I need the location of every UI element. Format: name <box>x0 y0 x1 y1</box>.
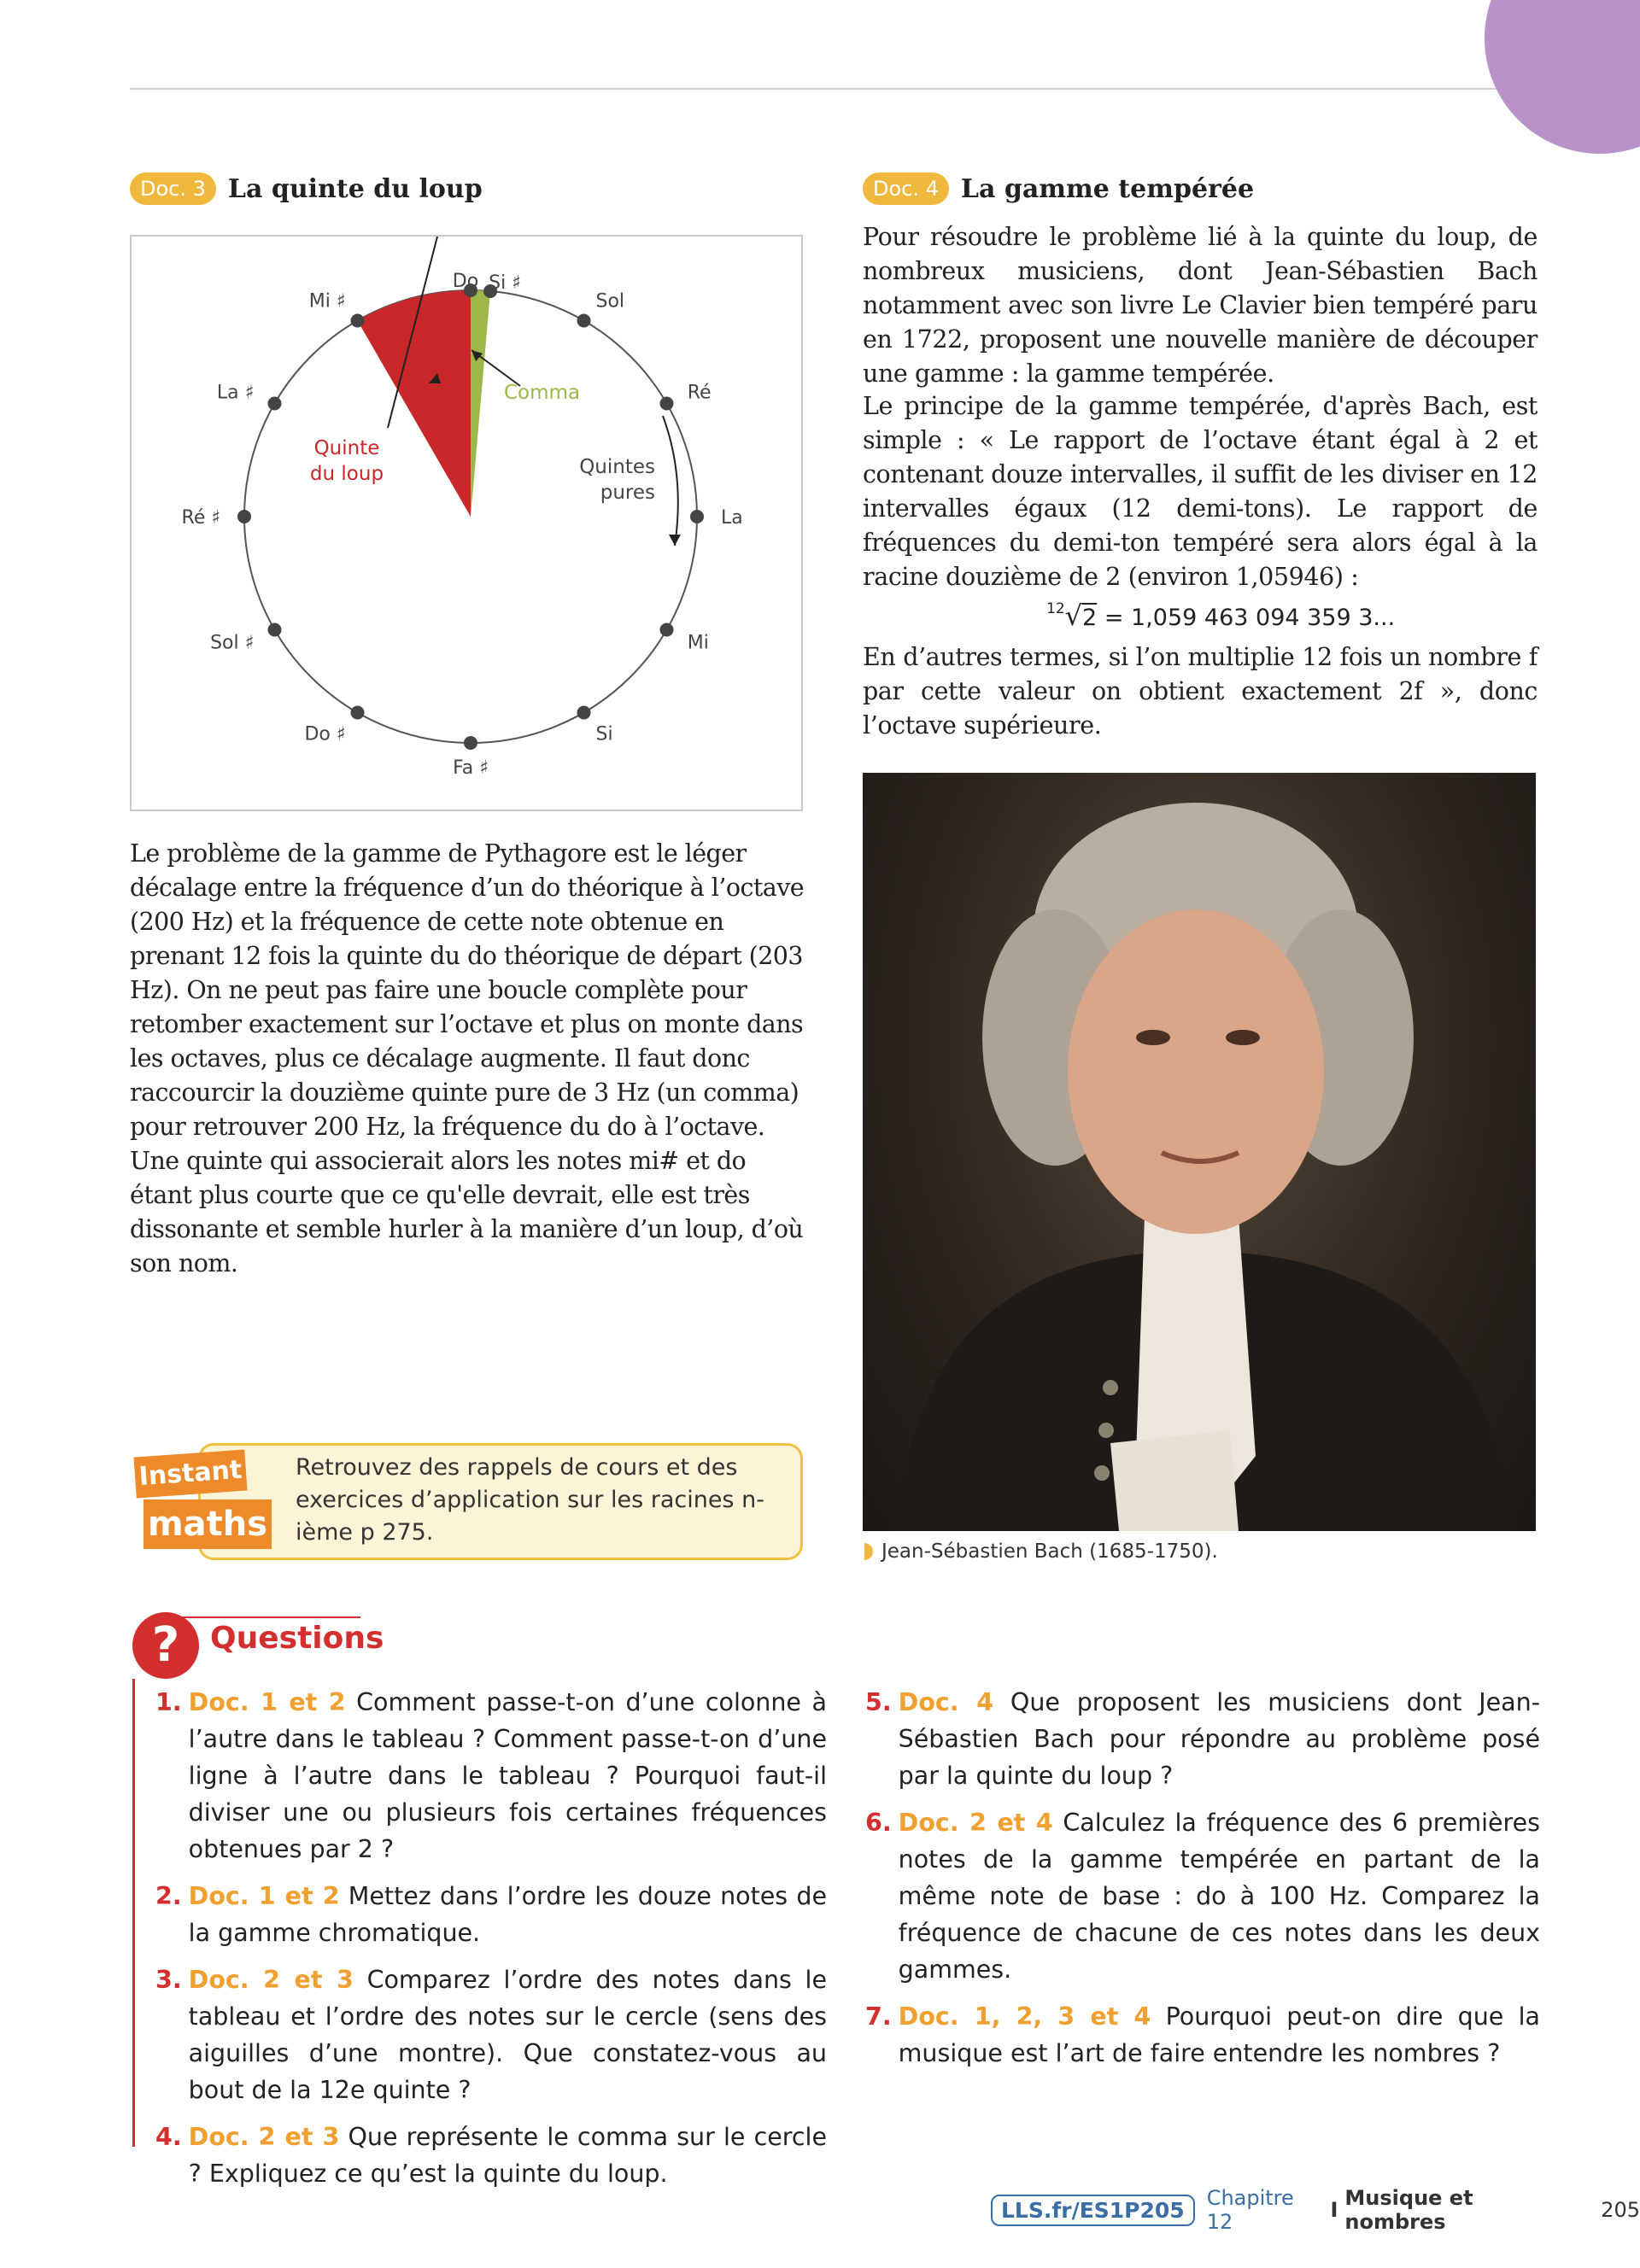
root-result: = 1,059 463 094 359 3... <box>1104 605 1396 631</box>
question-text: Pourquoi peut-on dire que la musique est l’art de faire entendre les nombres ? <box>898 2002 1541 2067</box>
circle-of-fifths-figure <box>130 235 803 811</box>
footer-link[interactable]: LLS.fr/ES1P205 <box>991 2195 1195 2226</box>
doc3-badge: Doc. 3 <box>130 172 216 205</box>
root-index: 12 <box>1046 600 1065 617</box>
footer-chapter: Chapitre 12 <box>1206 2186 1294 2234</box>
note-label: Fa ♯ <box>453 757 489 779</box>
question-body <box>189 2119 827 2192</box>
question-item <box>155 2119 827 2192</box>
caption-marker <box>864 1543 873 1560</box>
question-ref: Doc. 2 et 3 <box>188 2123 340 2151</box>
pure-fifths-label-line2: pures <box>600 482 655 504</box>
note-dot <box>268 623 282 637</box>
note-label: Si ♯ <box>489 272 521 294</box>
questions-column-left <box>155 1684 827 2202</box>
question-item <box>155 1878 827 1951</box>
corner-decoration <box>1485 0 1640 154</box>
note-dot <box>351 705 365 719</box>
question-number: 3. <box>155 1966 182 1994</box>
twelfth-root-formula <box>1046 599 1395 632</box>
caption-text: Jean-Sébastien Bach (1685-1750). <box>882 1540 1218 1563</box>
right-eye <box>1226 1030 1260 1045</box>
bach-portrait <box>863 773 1536 1531</box>
doc4-paragraph-3: En d’autres termes, si l’on multiplie 12 fois un nombre f par cette valeur on obtient exactement 2f », donc l’octave supérieure. <box>863 643 1538 739</box>
question-item <box>155 1961 827 2108</box>
question-text: Comment passe-t-on d’une colonne à l’autre dans le tableau ? Comment passe-t-on d’une ligne à l’autre dans le tableau ? Pourquoi faut-il diviser une ou plusieurs fois certaines fréquences obtenues par 2 ? <box>188 1688 827 1863</box>
footer-separator: I <box>1330 2198 1338 2222</box>
question-ref: Doc. 2 et 3 <box>188 1966 354 1994</box>
questions-rule-vertical <box>132 1679 135 2147</box>
note-label: Ré ♯ <box>181 507 220 529</box>
question-text: Que proposent les musiciens dont Jean-Sébastien Bach pour répondre au problème posé par la quinte du loup ? <box>898 1688 1540 1790</box>
doc3-title: La quinte du loup <box>227 173 483 204</box>
questions-rule-horizontal <box>162 1616 360 1618</box>
top-rule <box>130 88 1496 90</box>
question-number: 1. <box>155 1688 182 1716</box>
portrait-caption <box>864 1540 1218 1563</box>
note-label: Do ♯ <box>304 723 346 745</box>
question-text: Calculez la fréquence des 6 premières notes de la gamme tempérée en partant de la même note de base : do à 100 Hz. Comparez la fréquence de chacune de ces notes dans les deux gammes. <box>898 1809 1541 1984</box>
question-body <box>189 1684 827 1868</box>
question-body <box>899 1684 1540 1794</box>
question-text: Que représente le comma sur le cercle ? Expliquez ce qu’est la quinte du loup. <box>188 2123 828 2188</box>
note-label: Mi ♯ <box>308 290 346 313</box>
root-base: 2 <box>1082 605 1098 631</box>
note-label: Si <box>595 723 613 745</box>
question-body <box>189 1878 827 1951</box>
face <box>1068 909 1324 1234</box>
note-dot <box>237 510 251 523</box>
question-ref: Doc. 1 et 2 <box>188 1882 340 1910</box>
note-dot <box>690 510 704 523</box>
music-sheet <box>1110 1430 1239 1531</box>
question-text: Mettez dans l’ordre les douze notes de la gamme chromatique. <box>188 1882 827 1947</box>
question-ref: Doc. 1 et 2 <box>188 1688 346 1716</box>
note-dot <box>464 736 477 750</box>
doc4-paragraph-2: Le principe de la gamme tempérée, d'après Bach, est simple : « Le rapport de l’octave étant égal à 2 et contenant douze intervalles, il suffit de les diviser en 12 intervalles égaux (12 demi-tons). Le rapport de fréquences du demi-ton tempéré sera alors égal à la racine douzième de 2 (environ 1,05946) : <box>863 392 1538 591</box>
radical-sign: √ <box>1064 599 1083 632</box>
note-label: Do <box>452 271 479 292</box>
question-number: 6. <box>865 1809 892 1837</box>
doc4-badge: Doc. 4 <box>863 172 949 205</box>
question-text: Comparez l’ordre des notes dans le tableau et l’ordre des notes sur le cercle (sens des aiguilles d’une montre). Que constatez-vous au bout de la 12e quinte ? <box>188 1966 827 2104</box>
question-item <box>155 1684 827 1868</box>
comma-sector <box>471 290 490 517</box>
bach-portrait-drawing <box>863 773 1536 1531</box>
page-footer <box>991 2186 1640 2234</box>
question-number: 2. <box>155 1882 182 1910</box>
instant-maths-logo-word1: Instant <box>133 1450 247 1499</box>
note-dot <box>577 705 591 719</box>
question-number: 7. <box>865 2002 892 2031</box>
question-body <box>899 1998 1540 2072</box>
question-item <box>865 1804 1540 1988</box>
note-label: Mi <box>687 632 709 654</box>
doc4-paragraph-1: Pour résoudre le problème lié à la quinte du loup, de nombreux musiciens, dont Jean-Sébastien Bach notamment avec son livre Le Clavier bien tempéré paru en 1722, proposent une nouvelle manière de découper une gamme : la gamme tempérée. <box>863 223 1538 388</box>
question-number: 4. <box>155 2123 182 2151</box>
question-mark-icon: ? <box>132 1612 199 1679</box>
instant-maths-text[interactable]: Retrouvez des rappels de cours et des exercices d’application sur les racines n-ième p 275. <box>296 1454 764 1546</box>
coat-button <box>1098 1423 1114 1438</box>
questions-column-right <box>865 1684 1540 2082</box>
note-label: La <box>721 507 743 529</box>
note-dot <box>659 623 673 637</box>
page-number: 205 <box>1601 2198 1640 2222</box>
coat-button <box>1103 1380 1118 1395</box>
questions-title: Questions <box>210 1621 384 1656</box>
wolf-label-line2: du loup <box>309 463 384 485</box>
circle-of-fifths <box>132 237 805 813</box>
question-item <box>865 1684 1540 1794</box>
coat-button <box>1094 1465 1110 1481</box>
note-dot <box>351 314 365 328</box>
question-ref: Doc. 4 <box>898 1688 994 1716</box>
note-label: Sol ♯ <box>210 632 255 654</box>
question-item <box>865 1998 1540 2072</box>
pure-fifths-arrow-head <box>669 535 681 546</box>
question-body <box>189 1961 827 2108</box>
pure-fifths-arrow-line <box>663 416 678 546</box>
doc3-header <box>130 171 483 207</box>
note-dot <box>659 397 673 411</box>
left-eye <box>1136 1030 1170 1045</box>
question-body <box>899 1804 1540 1988</box>
note-dot <box>268 397 282 411</box>
pure-fifths-label-line1: Quintes <box>579 456 655 478</box>
note-label: La ♯ <box>216 382 255 404</box>
note-label: Sol <box>595 290 625 313</box>
question-ref: Doc. 2 et 4 <box>898 1809 1053 1837</box>
question-number: 5. <box>865 1688 892 1716</box>
doc3-paragraph: Le problème de la gamme de Pythagore est le léger décalage entre la fréquence d’un do théorique à l’octave (200 Hz) et la fréquence de cette note obtenue en prenant 12 fois la quinte du do théorique de départ (203 Hz). On ne peut pas faire une boucle complète pour retomber exactement sur l’octave et plus on monte dans les octaves, plus ce décalage augmente. Il faut donc raccourcir la douzième quinte pure de 3 Hz (un comma) pour retrouver 200 Hz, la fréquence du do à l’octave. Une quinte qui associerait alors les notes mi# et do étant plus courte que ce qu'elle devrait, elle est très dissonante et semble hurler à la manière d’un loup, d’où son nom. <box>130 839 805 1277</box>
note-label: Ré <box>687 382 712 404</box>
wolf-label-line1: Quinte <box>313 437 380 459</box>
question-ref: Doc. 1, 2, 3 et 4 <box>898 2002 1151 2031</box>
comma-label: Comma <box>504 382 581 404</box>
note-dot <box>577 314 591 328</box>
doc4-header <box>863 171 1254 207</box>
doc4-title: La gamme tempérée <box>960 173 1255 204</box>
footer-title: Musique et nombres <box>1344 2186 1473 2234</box>
instant-maths-logo-word2: maths <box>144 1499 272 1549</box>
